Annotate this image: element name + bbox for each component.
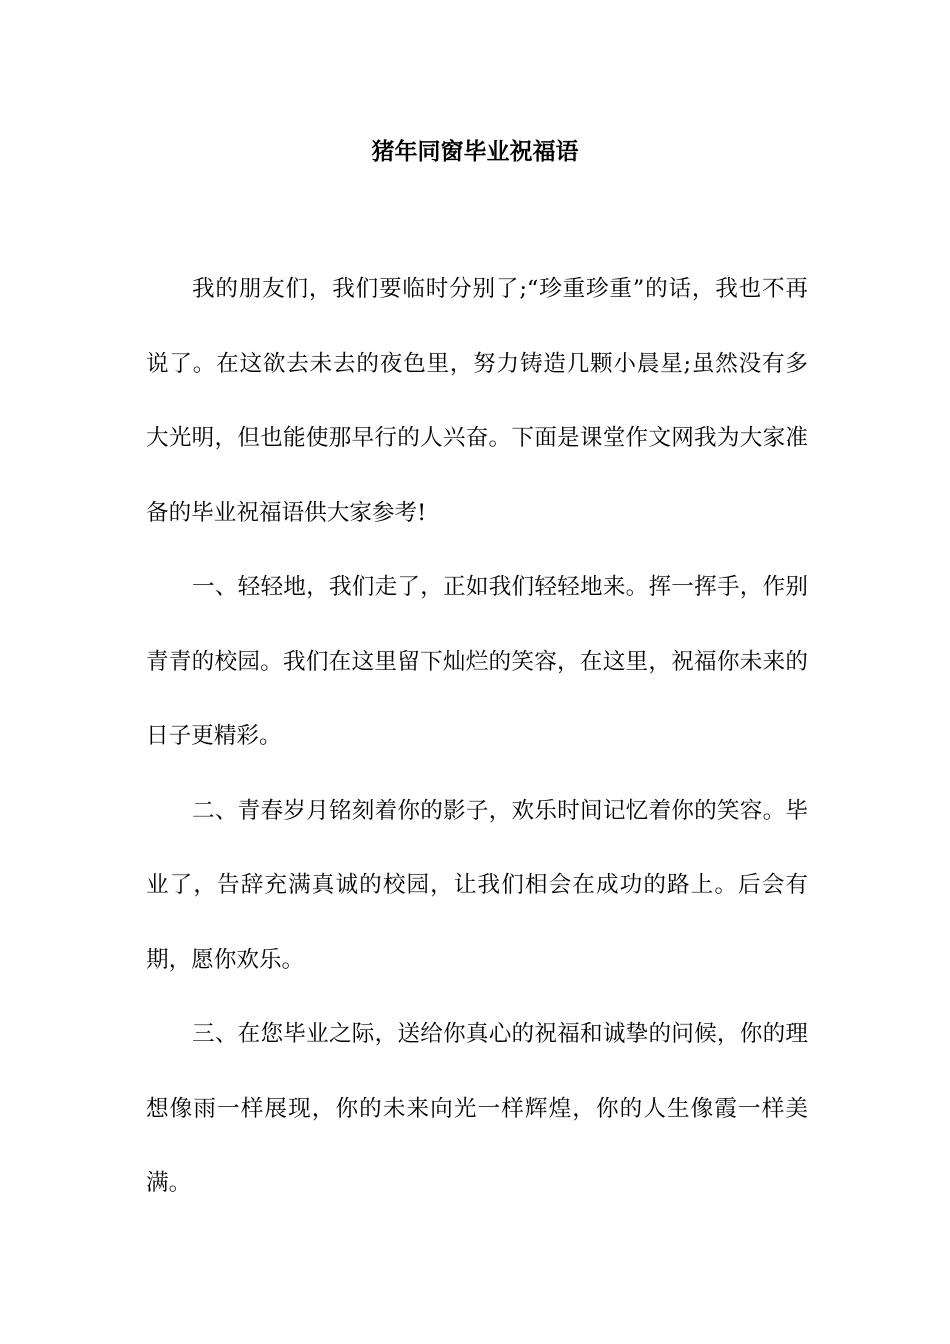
paragraph-2: 二、青春岁月铭刻着你的影子，欢乐时间记忆着你的笑容。毕业了，告辞充满真诚的校园，让我们相会在成功的路上。后会有期，愿你欢乐。 xyxy=(146,797,808,973)
paragraph-intro: 我的朋友们，我们要临时分别了;“珍重珍重”的话，我也不再说了。在这欲去未去的夜色里，努力铸造几颗小晨星;虽然没有多大光明，但也能使那早行的人兴奋。下面是课堂作文网我为大家准备的毕业祝福语供大家参考! xyxy=(146,276,808,526)
document-title: 猪年同窗毕业祝福语 xyxy=(371,138,579,165)
paragraph-1: 一、轻轻地，我们走了，正如我们轻轻地来。挥一挥手，作别青青的校园。我们在这里留下灿烂的笑容，在这里，祝福你未来的日子更精彩。 xyxy=(146,574,808,749)
document-body xyxy=(146,252,808,1221)
paragraph-3: 三、在您毕业之际，送给你真心的祝福和诚挚的问候，你的理想像雨一样展现，你的未来向光一样辉煌，你的人生像霞一样美满。 xyxy=(146,1021,808,1196)
